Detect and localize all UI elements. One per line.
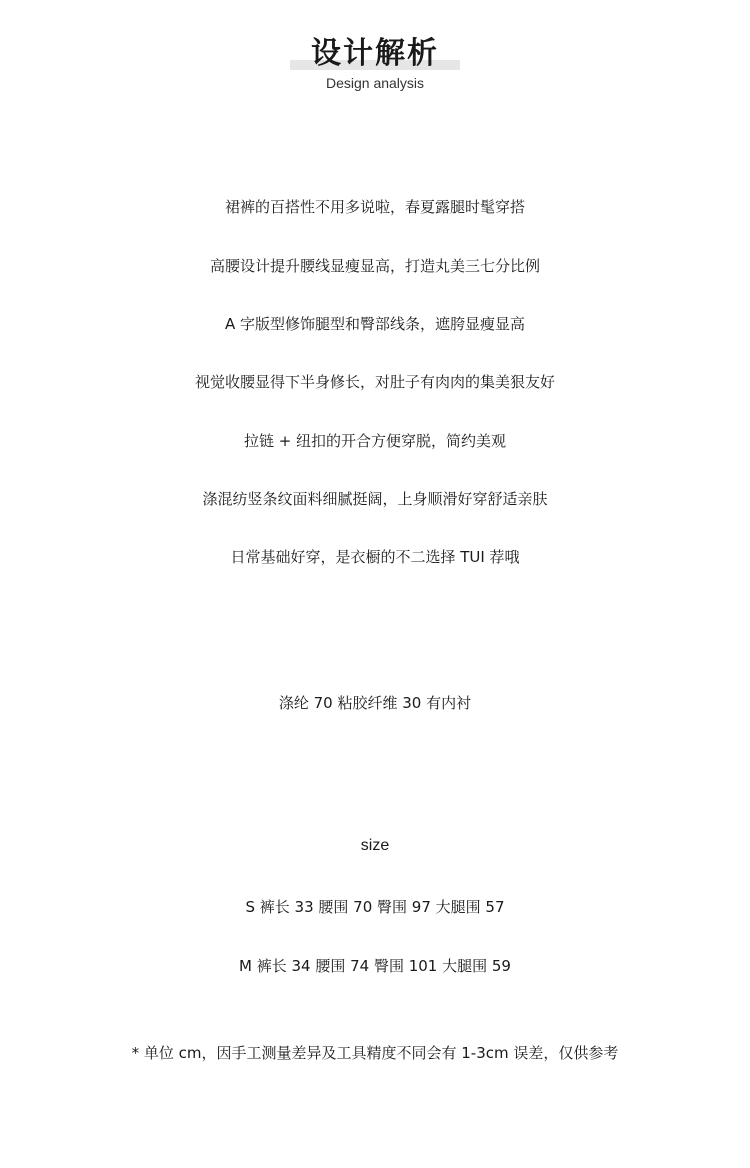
- page-subtitle: Design analysis: [325, 75, 425, 91]
- feature-line: A 字版型修饰腿型和臀部线条，遮胯显瘦显高: [224, 315, 526, 333]
- feature-line: 日常基础好穿，是衣橱的不二选择 TUI 荐哦: [230, 548, 520, 566]
- feature-line: 裙裤的百搭性不用多说啦，春夏露腿时髦穿搭: [224, 198, 525, 216]
- feature-line: 高腰设计提升腰线显瘦显高，打造丸美三七分比例: [209, 257, 540, 275]
- feature-line: 拉链 + 纽扣的开合方便穿脱，简约美观: [243, 432, 507, 450]
- page-title: 设计解析: [311, 36, 439, 71]
- feature-line: 视觉收腰显得下半身修长，对肚子有肉肉的集美狠友好: [194, 373, 555, 391]
- feature-line: 涤混纺竖条纹面料细腻挺阔，上身顺滑好穿舒适亲肤: [202, 490, 548, 508]
- size-row: M 裤长 34 腰围 74 臀围 101 大腿围 59: [239, 957, 511, 975]
- measurement-note: * 单位 cm，因手工测量差异及工具精度不同会有 1-3cm 误差，仅供参考: [131, 1044, 619, 1062]
- fabric-composition: 涤纶 70 粘胶纤维 30 有内衬: [278, 694, 472, 712]
- header: [0, 0, 750, 110]
- size-row: S 裤长 33 腰围 70 臀围 97 大腿围 57: [245, 898, 505, 916]
- size-heading: size: [360, 837, 390, 854]
